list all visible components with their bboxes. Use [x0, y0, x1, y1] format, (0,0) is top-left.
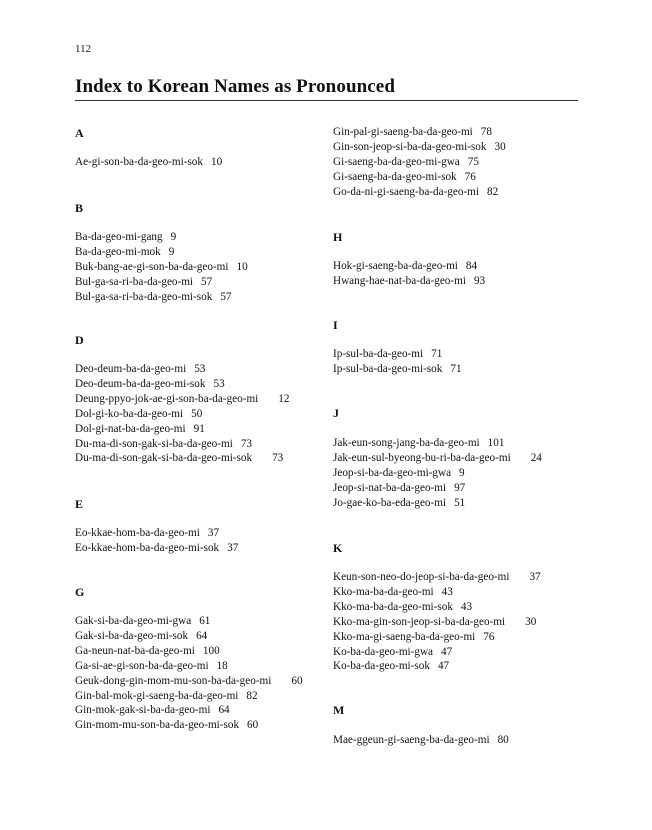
entry-name: Ip-sul-ba-da-geo-mi: [333, 348, 424, 360]
entry-page-number: 57: [220, 290, 232, 303]
entry-page-number: 71: [431, 348, 443, 360]
entry-name: Ip-sul-ba-da-geo-mi-sok: [333, 362, 443, 375]
section-letter-d: D: [75, 333, 84, 347]
entry-name: Gin-pal-gi-saeng-ba-da-geo-mi: [333, 126, 473, 138]
index-entry: [75, 437, 289, 452]
entry-page-number: 84: [465, 260, 478, 272]
entry-name: Keun-son-neo-do-jeop-si-ba-da-geo-mi: [333, 571, 510, 583]
entry-page-number: 64: [196, 629, 208, 642]
entry-name: Gin-mok-gak-si-ba-da-geo-mi: [75, 704, 211, 717]
index-entry: [333, 630, 541, 645]
index-entry: [75, 541, 238, 556]
index-entry: [75, 275, 248, 290]
index-entry: [333, 362, 462, 377]
entry-name: Jak-eun-song-jang-ba-da-geo-mi: [333, 437, 480, 449]
entry-page-number: 64: [218, 704, 230, 717]
index-entry: [333, 733, 509, 748]
entry-name: Deung-ppyo-jok-ae-gi-son-ba-da-geo-mi: [75, 392, 259, 405]
index-entry: [75, 377, 289, 392]
page-title: Index to Korean Names as Pronounced: [75, 76, 396, 97]
entry-name: Kko-ma-ba-da-geo-mi-sok: [333, 600, 453, 613]
index-entry: [75, 718, 303, 733]
entry-name: Gi-saeng-ba-da-geo-mi-sok: [333, 170, 457, 183]
entry-name: Gin-bal-mok-gi-saeng-ba-da-geo-mi: [75, 689, 239, 702]
entry-name: Ba-da-geo-mi-mok: [75, 245, 161, 258]
section-letter-i: I: [333, 318, 338, 332]
entry-name: Kko-ma-gin-son-jeop-si-ba-da-geo-mi: [333, 615, 506, 628]
index-entry: [75, 689, 303, 704]
entry-page-number: 82: [487, 185, 499, 198]
index-entry: [75, 230, 248, 245]
entry-page-number: 101: [487, 437, 505, 449]
entry-name: Ga-neun-nat-ba-da-geo-mi: [75, 644, 195, 657]
entry-page-number: 12: [278, 392, 290, 405]
entry-page-number: 97: [454, 481, 466, 494]
section-letter-b: B: [75, 201, 84, 215]
index-entry: [75, 245, 248, 260]
index-entry: [333, 659, 541, 674]
section-i-entries: [333, 347, 462, 377]
section-g-entries: [75, 614, 303, 733]
entry-name: Deo-deum-ba-da-geo-mi-sok: [75, 377, 206, 390]
entry-page-number: 53: [213, 377, 225, 390]
entry-page-number: 43: [460, 600, 473, 613]
index-entry: [333, 347, 462, 362]
entry-page-number: 10: [236, 260, 248, 273]
section-letter-j: J: [333, 406, 339, 420]
entry-page-number: 37: [227, 541, 239, 554]
index-entry: [333, 570, 541, 585]
index-entry: [333, 125, 506, 140]
entry-name: Hwang-hae-nat-ba-da-geo-mi: [333, 274, 466, 287]
index-entry: [75, 674, 303, 689]
page-number: 112: [75, 43, 92, 55]
entry-name: Dol-gi-nat-ba-da-geo-mi: [75, 422, 186, 435]
entry-page-number: 10: [211, 156, 223, 168]
entry-page-number: 43: [441, 585, 453, 598]
entry-page-number: 93: [473, 274, 486, 287]
section-d-entries: [75, 362, 289, 466]
entry-page-number: 57: [201, 275, 213, 288]
entry-page-number: 61: [199, 615, 211, 627]
index-entry: [75, 629, 303, 644]
index-entry: [333, 615, 541, 630]
entry-page-number: 9: [168, 245, 175, 258]
entry-name: Ba-da-geo-mi-gang: [75, 231, 163, 243]
entry-name: Jo-gae-ko-ba-eda-geo-mi: [333, 496, 447, 509]
entry-page-number: 9: [170, 231, 177, 243]
index-entry: [333, 155, 506, 170]
index-entry: [333, 259, 485, 274]
index-entry: [333, 451, 542, 466]
entry-page-number: 71: [450, 362, 462, 375]
entry-page-number: 51: [454, 496, 466, 509]
index-entry: [333, 466, 542, 481]
entry-name: Mae-ggeun-gi-saeng-ba-da-geo-mi: [333, 734, 490, 746]
entry-page-number: 73: [272, 452, 284, 465]
entry-page-number: 18: [216, 659, 228, 672]
entry-page-number: 80: [497, 734, 509, 746]
section-letter-m: M: [333, 703, 345, 717]
entry-page-number: 37: [529, 571, 541, 583]
index-entry: [75, 451, 289, 466]
entry-name: Jeop-si-ba-da-geo-mi-gwa: [333, 466, 452, 479]
index-entry: [333, 436, 542, 451]
section-letter-h: H: [333, 230, 343, 244]
index-entry: [75, 422, 289, 437]
entry-name: Eo-kkae-hom-ba-da-geo-mi-sok: [75, 541, 220, 554]
entry-page-number: 100: [202, 644, 220, 657]
entry-page-number: 91: [193, 422, 205, 435]
index-entry: [75, 644, 303, 659]
entry-page-number: 37: [207, 527, 220, 539]
entry-name: Go-da-ni-gi-saeng-ba-da-geo-mi: [333, 185, 479, 198]
section-j-entries: [333, 436, 542, 511]
section-e-entries: [75, 526, 238, 556]
section-m-entries: [333, 733, 509, 748]
entry-name: Gak-si-ba-da-geo-mi-sok: [75, 629, 189, 642]
entry-name: Buk-bang-ae-gi-son-ba-da-geo-mi: [75, 260, 229, 273]
section-letter-g: G: [75, 585, 85, 599]
entry-page-number: 53: [194, 363, 206, 375]
entry-name: Ae-gi-son-ba-da-geo-mi-sok: [75, 156, 203, 168]
entry-name: Ko-ba-da-geo-mi-sok: [333, 660, 430, 673]
entry-name: Kko-ma-ba-da-geo-mi: [333, 585, 434, 598]
index-entry: [75, 614, 303, 629]
entry-name: Gin-son-jeop-si-ba-da-geo-mi-sok: [333, 140, 487, 153]
index-entry: [333, 185, 506, 200]
entry-page-number: 75: [467, 155, 479, 168]
entry-page-number: 60: [291, 674, 303, 687]
index-entry: [75, 155, 222, 170]
index-entry: [333, 496, 542, 511]
entry-name: Gak-si-ba-da-geo-mi-gwa: [75, 615, 192, 627]
entry-page-number: 76: [483, 630, 495, 643]
index-entry: [75, 392, 289, 407]
entry-name: Du-ma-di-son-gak-si-ba-da-geo-mi: [75, 437, 233, 450]
entry-name: Ga-si-ae-gi-son-ba-da-geo-mi: [75, 659, 209, 672]
entry-name: Dol-gi-ko-ba-da-geo-mi: [75, 407, 184, 420]
entry-name: Gi-saeng-ba-da-geo-mi-gwa: [333, 155, 460, 168]
index-entry: [333, 140, 506, 155]
entry-name: Ko-ba-da-geo-mi-gwa: [333, 645, 434, 658]
index-entry: [75, 260, 248, 275]
entry-page-number: 78: [480, 126, 492, 138]
entry-name: Bul-ga-sa-ri-ba-da-geo-mi: [75, 275, 194, 288]
entry-page-number: 82: [246, 689, 258, 702]
section-g-continued-entries: [333, 125, 506, 200]
entry-name: Du-ma-di-son-gak-si-ba-da-geo-mi-sok: [75, 452, 253, 465]
entry-page-number: 9: [459, 466, 465, 479]
index-entry: [333, 481, 542, 496]
section-h-entries: [333, 259, 485, 289]
entry-page-number: 73: [240, 437, 252, 450]
entry-name: Geuk-dong-gin-mom-mu-son-ba-da-geo-mi: [75, 674, 272, 687]
entry-name: Eo-kkae-hom-ba-da-geo-mi: [75, 527, 200, 539]
index-entry: [333, 585, 541, 600]
index-entry: [75, 659, 303, 674]
entry-name: Kko-ma-gi-saeng-ba-da-geo-mi: [333, 630, 476, 643]
entry-name: Bul-ga-sa-ri-ba-da-geo-mi-sok: [75, 290, 213, 303]
index-entry: [333, 600, 541, 615]
entry-name: Hok-gi-saeng-ba-da-geo-mi: [333, 260, 458, 272]
section-b-entries: [75, 230, 248, 305]
index-entry: [75, 362, 289, 377]
entry-page-number: 76: [464, 170, 476, 183]
entry-page-number: 50: [191, 407, 203, 420]
entry-page-number: 47: [441, 645, 453, 658]
section-letter-a: A: [75, 126, 84, 140]
index-entry: [75, 526, 238, 541]
entry-name: Gin-mom-mu-son-ba-da-geo-mi-sok: [75, 719, 240, 732]
entry-page-number: 47: [437, 660, 450, 673]
index-entry: [333, 274, 485, 289]
section-letter-e: E: [75, 497, 84, 511]
index-entry: [333, 645, 541, 660]
index-entry: [75, 703, 303, 718]
index-entry: [75, 290, 248, 305]
entry-name: Jak-eun-sul-byeong-bu-ri-ba-da-geo-mi: [333, 451, 511, 464]
entry-page-number: 30: [494, 140, 506, 153]
entry-page-number: 60: [247, 719, 259, 732]
index-entry: [333, 170, 506, 185]
title-rule: [75, 100, 578, 101]
section-a-entries: [75, 155, 222, 170]
entry-page-number: 30: [525, 615, 537, 628]
entry-name: Deo-deum-ba-da-geo-mi: [75, 363, 187, 375]
index-entry: [75, 407, 289, 422]
section-k-entries: [333, 570, 541, 674]
section-letter-k: K: [333, 541, 343, 555]
entry-page-number: 24: [530, 451, 542, 464]
entry-name: Jeop-si-nat-ba-da-geo-mi: [333, 481, 447, 494]
